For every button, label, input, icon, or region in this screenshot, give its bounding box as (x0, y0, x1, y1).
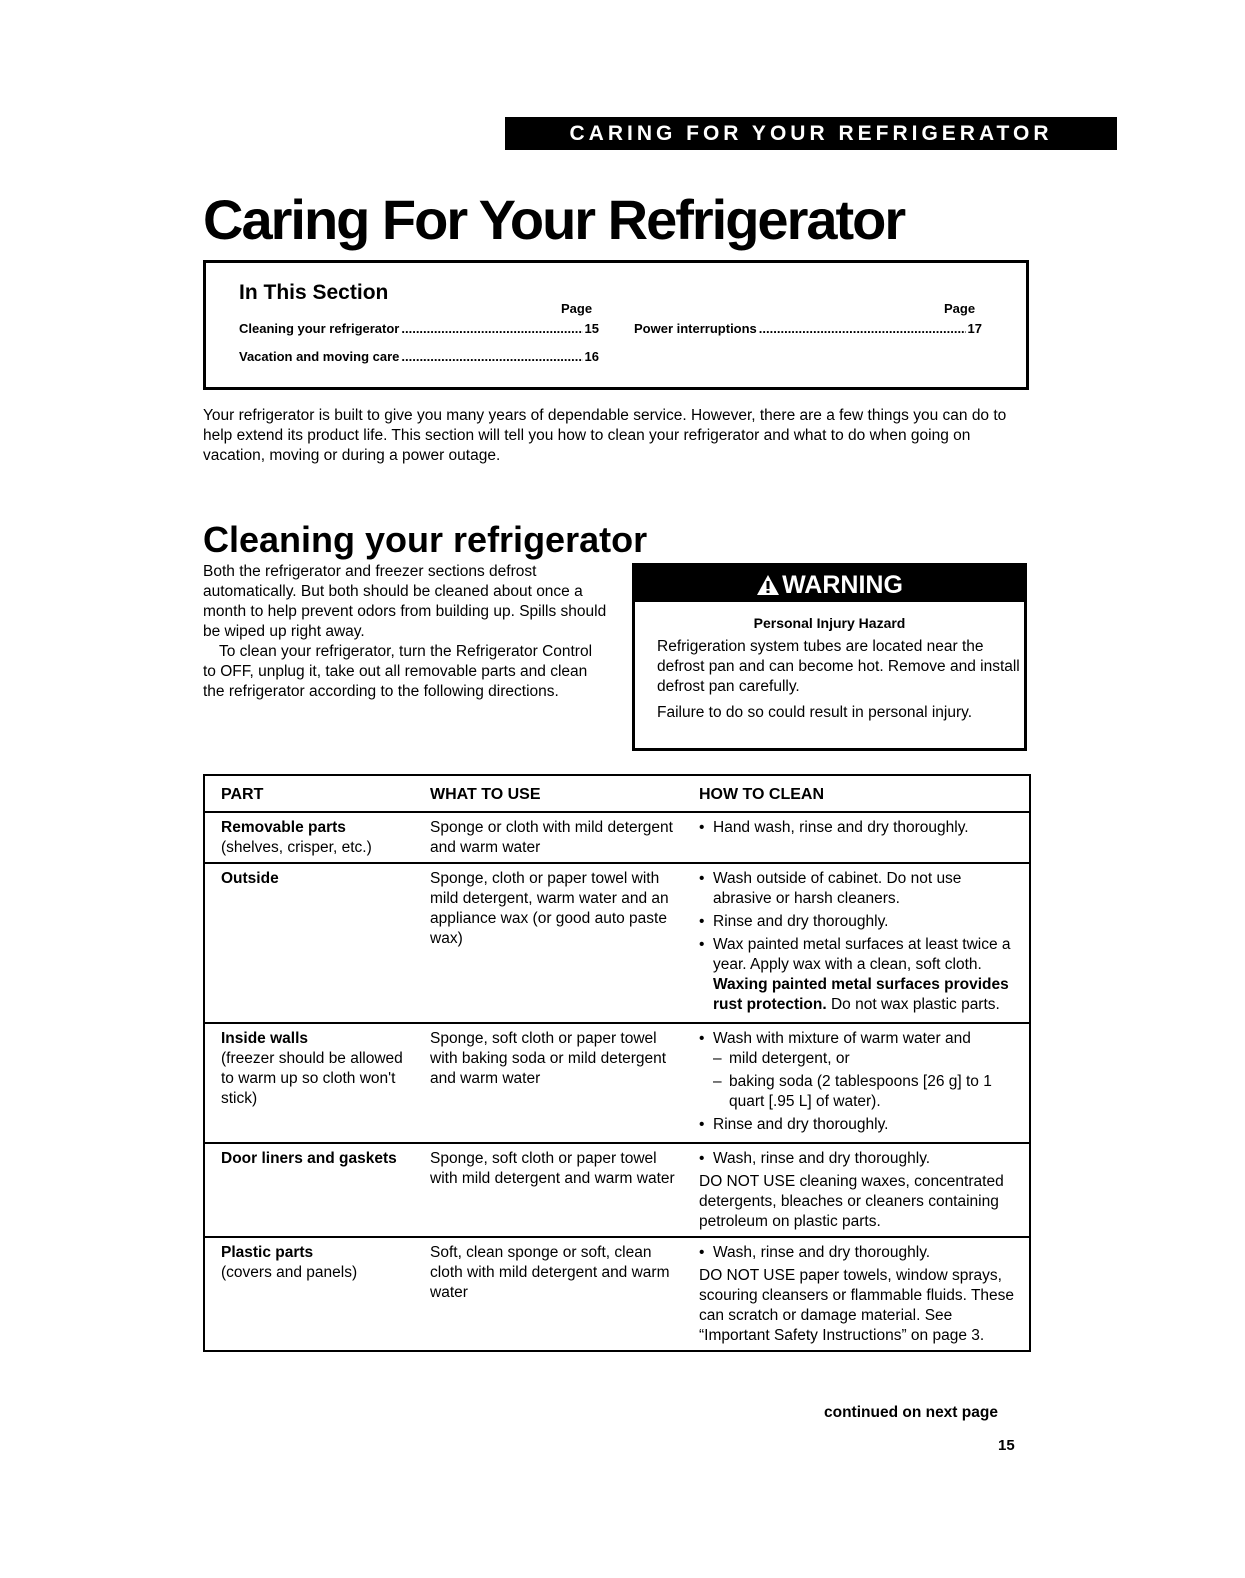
dash-item: – baking soda (2 tablespoons [26 g] to 1 quart [.95 L] of water). (699, 1072, 1023, 1112)
table-row (204, 812, 1030, 863)
warning-box (632, 563, 1027, 751)
toc-leader (759, 321, 966, 336)
warning-text-1: Refrigeration system tubes are located near the defrost pan and can become hot. Remove and install defrost pan carefully. (657, 638, 1020, 695)
cleaning-paragraph-1: Both the refrigerator and freezer sections defrost automatically. But both should be cleaned about once a month to help prevent odors from building up. Spills should be wiped up right away. (203, 563, 607, 640)
toc-heading: In This Section (239, 281, 389, 304)
table-row (204, 1023, 1030, 1143)
rust-protection-note: Waxing painted metal surfaces provides rust protection. (713, 976, 1009, 1013)
table-row (204, 1237, 1030, 1351)
part-name: Inside walls (221, 1030, 309, 1047)
list-item: • Wash, rinse and dry thoroughly. (699, 1243, 1023, 1263)
toc-entry[interactable] (634, 321, 982, 336)
part-name: Door liners and gaskets (221, 1150, 397, 1167)
part-cell (204, 863, 414, 1023)
in-this-section-box (203, 260, 1029, 390)
toc-entry[interactable] (239, 349, 599, 364)
how-list (699, 1243, 1023, 1263)
part-cell (204, 1143, 414, 1237)
how-cell (683, 1237, 1030, 1351)
toc-entry-page: 16 (584, 349, 599, 364)
part-detail: (shelves, crisper, etc.) (221, 839, 372, 856)
list-item: • Wash outside of cabinet. Do not use abrasive or harsh cleaners. (699, 869, 1023, 909)
caution-note: DO NOT USE cleaning waxes, concentrated detergents, bleaches or cleaners containing petroleum on plastic parts. (699, 1173, 1004, 1230)
how-cell (683, 863, 1030, 1023)
wax-instruction: Wax painted metal surfaces at least twice a year. Apply wax with a clean, soft cloth. (713, 936, 1011, 973)
list-item-text: Wash with mixture of warm water and (713, 1030, 971, 1047)
caution-note: DO NOT USE paper towels, window sprays, scouring cleansers or flammable fluids. These can scratch or damage material. See “Important Safety Instructions” on page 3. (699, 1267, 1015, 1344)
toc-entry-page: 17 (967, 321, 982, 336)
section-banner: CARING FOR YOUR REFRIGERATOR (505, 117, 1117, 150)
page-number: 15 (998, 1437, 1015, 1454)
how-list (699, 1029, 1023, 1135)
header-part: PART (204, 775, 414, 812)
use-cell: Soft, clean sponge or soft, clean cloth with mild detergent and warm water (414, 1237, 683, 1351)
list-item: • Rinse and dry thoroughly. (699, 912, 1023, 932)
use-cell: Sponge, soft cloth or paper towel with mild detergent and warm water (414, 1143, 683, 1237)
toc-entry-page: 15 (584, 321, 599, 336)
how-list (699, 1149, 1023, 1169)
table-header-row (204, 775, 1030, 812)
part-cell (204, 812, 414, 863)
toc-page-label-left: Page (561, 301, 593, 316)
use-cell: Sponge or cloth with mild detergent and warm water (414, 812, 683, 863)
dash-list (699, 1049, 1023, 1112)
warning-label: WARNING (782, 571, 903, 599)
cleaning-paragraph-2: To clean your refrigerator, turn the Refrigerator Control to OFF, unplug it, take out all removable parts and clean the refrigerator according to the following directions. (203, 643, 593, 700)
how-list (699, 869, 1023, 1015)
warning-text-2: Failure to do so could result in personal injury. (657, 704, 973, 721)
dash-item: – mild detergent, or (699, 1049, 1023, 1069)
toc-entry-label: Power interruptions (634, 321, 757, 336)
cleaning-intro (203, 562, 608, 702)
list-item: • Rinse and dry thoroughly. (699, 1115, 1023, 1135)
part-detail: (covers and panels) (221, 1264, 358, 1281)
part-cell (204, 1023, 414, 1143)
use-cell: Sponge, cloth or paper towel with mild detergent, warm water and an appliance wax (or good auto paste wax) (414, 863, 683, 1023)
list-item: • Wash, rinse and dry thoroughly. (699, 1149, 1023, 1169)
toc-entry[interactable] (239, 321, 599, 336)
toc-leader (401, 349, 582, 364)
toc-leader (401, 321, 582, 336)
list-item (699, 1029, 1023, 1112)
how-list (699, 818, 1023, 838)
how-cell (683, 812, 1030, 863)
section-title: Cleaning your refrigerator (203, 519, 648, 560)
how-cell (683, 1023, 1030, 1143)
part-detail: (freezer should be allowed to warm up so cloth won't stick) (221, 1050, 403, 1107)
continued-note: continued on next page (824, 1404, 998, 1421)
header-how-to-clean: HOW TO CLEAN (683, 775, 1030, 812)
part-name: Outside (221, 870, 279, 887)
part-name: Plastic parts (221, 1244, 314, 1261)
toc-entry-label: Cleaning your refrigerator (239, 321, 400, 336)
page-title: Caring For Your Refrigerator (203, 188, 905, 251)
toc-page-label-right: Page (944, 301, 976, 316)
table-row (204, 863, 1030, 1023)
toc-entry-label: Vacation and moving care (239, 349, 400, 364)
table-row (204, 1143, 1030, 1237)
plastic-note: Do not wax plastic parts. (830, 996, 1000, 1013)
part-name: Removable parts (221, 819, 346, 836)
intro-paragraph: Your refrigerator is built to give you many years of dependable service. However, there are a few things you can do to help extend its product life. This section will tell you how to clean your refrigerator and what to do when going on vacation, moving or during a power outage. (203, 407, 1007, 464)
header-what-to-use: WHAT TO USE (414, 775, 683, 812)
list-item: • Hand wash, rinse and dry thoroughly. (699, 818, 1023, 838)
use-cell: Sponge, soft cloth or paper towel with baking soda or mild detergent and warm water (414, 1023, 683, 1143)
warning-header (635, 566, 1024, 602)
warning-triangle-icon (756, 569, 780, 607)
warning-subheading: Personal Injury Hazard (753, 615, 906, 631)
how-cell (683, 1143, 1030, 1237)
part-cell (204, 1237, 414, 1351)
list-item (699, 935, 1023, 1015)
cleaning-table (203, 774, 1031, 1352)
